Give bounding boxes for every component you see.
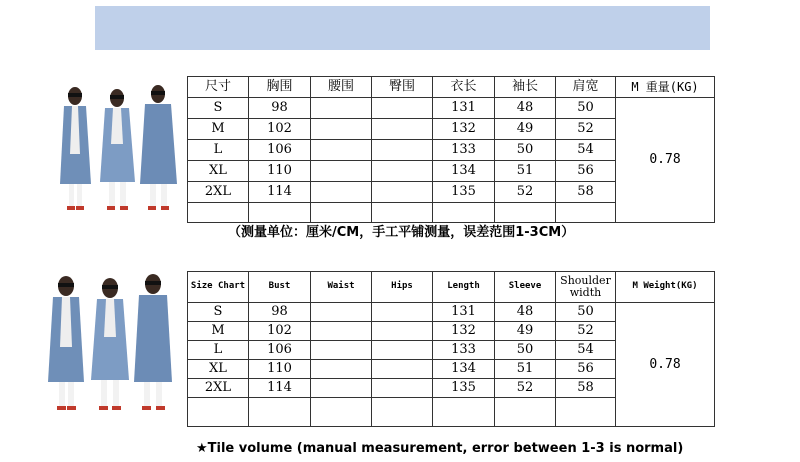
cell-hips — [372, 140, 433, 161]
cell-sleeve: 50 — [495, 341, 556, 360]
cell-bust: 110 — [249, 161, 311, 182]
cell-hips — [372, 98, 433, 119]
table-row — [188, 98, 715, 119]
cell-waist — [311, 379, 372, 398]
cell-sleeve: 49 — [495, 119, 556, 140]
cell-waist — [311, 303, 372, 322]
cell-size: S — [188, 98, 249, 119]
measurement-note-english: ★Tile volume (manual measurement, error between 1-3 is normal) — [196, 441, 684, 456]
cell-shoulder: 52 — [556, 119, 616, 140]
cell-waist — [311, 203, 372, 223]
cell-length: 135 — [433, 182, 495, 203]
cell-waist — [311, 98, 372, 119]
cell-hips — [372, 182, 433, 203]
cell-sleeve: 51 — [495, 161, 556, 182]
header-length: Length — [433, 272, 495, 303]
model-figure — [60, 87, 91, 210]
cell-sleeve: 48 — [495, 98, 556, 119]
cell-shoulder: 52 — [556, 322, 616, 341]
cell-shoulder: 56 — [556, 360, 616, 379]
cell-sleeve: 51 — [495, 360, 556, 379]
cell-hips — [372, 360, 433, 379]
header-sleeve: 袖长 — [495, 77, 556, 98]
cell-sleeve: 50 — [495, 140, 556, 161]
header-weight: M Weight(KG) — [616, 272, 715, 303]
measurement-note-chinese: （测量单位：厘米/CM，手工平铺测量，误差范围1-3CM） — [228, 225, 575, 240]
cell-size: 2XL — [188, 182, 249, 203]
cell-bust: 114 — [249, 379, 311, 398]
cell-size — [188, 203, 249, 223]
cell-sleeve: 49 — [495, 322, 556, 341]
header-sleeve: Sleeve — [495, 272, 556, 303]
model-figure — [100, 89, 135, 210]
model-photo-bottom — [44, 272, 174, 414]
cell-bust: 106 — [249, 341, 311, 360]
model-figure — [134, 274, 172, 410]
table-header-row — [188, 77, 715, 98]
cell-shoulder: 54 — [556, 140, 616, 161]
model-figure — [140, 85, 177, 210]
cell-waist — [311, 161, 372, 182]
cell-waist — [311, 182, 372, 203]
top-banner — [95, 6, 710, 50]
cell-shoulder — [556, 398, 616, 427]
cell-length: 133 — [433, 140, 495, 161]
cell-size: M — [188, 119, 249, 140]
cell-waist — [311, 140, 372, 161]
header-bust: Bust — [249, 272, 311, 303]
cell-bust — [249, 398, 311, 427]
cell-sleeve: 52 — [495, 379, 556, 398]
model-figure — [48, 276, 84, 410]
model-figure — [91, 278, 129, 410]
cell-shoulder: 56 — [556, 161, 616, 182]
cell-sleeve: 48 — [495, 303, 556, 322]
cell-size — [188, 398, 249, 427]
cell-hips — [372, 303, 433, 322]
header-bust: 胸围 — [249, 77, 311, 98]
cell-size: 2XL — [188, 379, 249, 398]
header-size: 尺寸 — [188, 77, 249, 98]
cell-hips — [372, 161, 433, 182]
cell-bust: 98 — [249, 98, 311, 119]
cell-size: L — [188, 140, 249, 161]
cell-shoulder: 54 — [556, 341, 616, 360]
cell-hips — [372, 119, 433, 140]
header-waist: 腰围 — [311, 77, 372, 98]
header-hips: 臀围 — [372, 77, 433, 98]
header-length: 衣长 — [433, 77, 495, 98]
cell-bust: 106 — [249, 140, 311, 161]
header-size: Size Chart — [188, 272, 249, 303]
cell-bust — [249, 203, 311, 223]
cell-length: 134 — [433, 360, 495, 379]
cell-size: S — [188, 303, 249, 322]
cell-length — [433, 203, 495, 223]
cell-shoulder: 58 — [556, 379, 616, 398]
cell-sleeve: 52 — [495, 182, 556, 203]
cell-length: 132 — [433, 322, 495, 341]
cell-length: 133 — [433, 341, 495, 360]
header-weight: M 重量(KG) — [616, 77, 715, 98]
header-shoulder: 肩宽 — [556, 77, 616, 98]
cell-waist — [311, 398, 372, 427]
cell-length — [433, 398, 495, 427]
cell-weight: 0.78 — [616, 98, 715, 223]
header-shoulder: Shoulder width — [556, 272, 616, 303]
cell-shoulder — [556, 203, 616, 223]
cell-shoulder: 50 — [556, 303, 616, 322]
cell-size: XL — [188, 161, 249, 182]
cell-waist — [311, 360, 372, 379]
cell-hips — [372, 341, 433, 360]
cell-hips — [372, 398, 433, 427]
cell-shoulder: 50 — [556, 98, 616, 119]
cell-bust: 98 — [249, 303, 311, 322]
size-table-chinese — [187, 76, 715, 223]
cell-hips — [372, 203, 433, 223]
cell-bust: 102 — [249, 322, 311, 341]
table-row — [188, 303, 715, 322]
cell-waist — [311, 322, 372, 341]
cell-size: L — [188, 341, 249, 360]
size-table-english — [187, 271, 715, 427]
model-photo-top — [55, 84, 180, 214]
cell-length: 135 — [433, 379, 495, 398]
cell-sleeve — [495, 203, 556, 223]
header-hips: Hips — [372, 272, 433, 303]
cell-length: 131 — [433, 98, 495, 119]
cell-shoulder: 58 — [556, 182, 616, 203]
cell-bust: 102 — [249, 119, 311, 140]
cell-hips — [372, 322, 433, 341]
cell-size: M — [188, 322, 249, 341]
cell-waist — [311, 119, 372, 140]
cell-waist — [311, 341, 372, 360]
cell-weight: 0.78 — [616, 303, 715, 427]
table-header-row — [188, 272, 715, 303]
header-waist: Waist — [311, 272, 372, 303]
cell-length: 132 — [433, 119, 495, 140]
cell-bust: 114 — [249, 182, 311, 203]
cell-length: 134 — [433, 161, 495, 182]
cell-size: XL — [188, 360, 249, 379]
cell-length: 131 — [433, 303, 495, 322]
cell-bust: 110 — [249, 360, 311, 379]
cell-hips — [372, 379, 433, 398]
cell-sleeve — [495, 398, 556, 427]
